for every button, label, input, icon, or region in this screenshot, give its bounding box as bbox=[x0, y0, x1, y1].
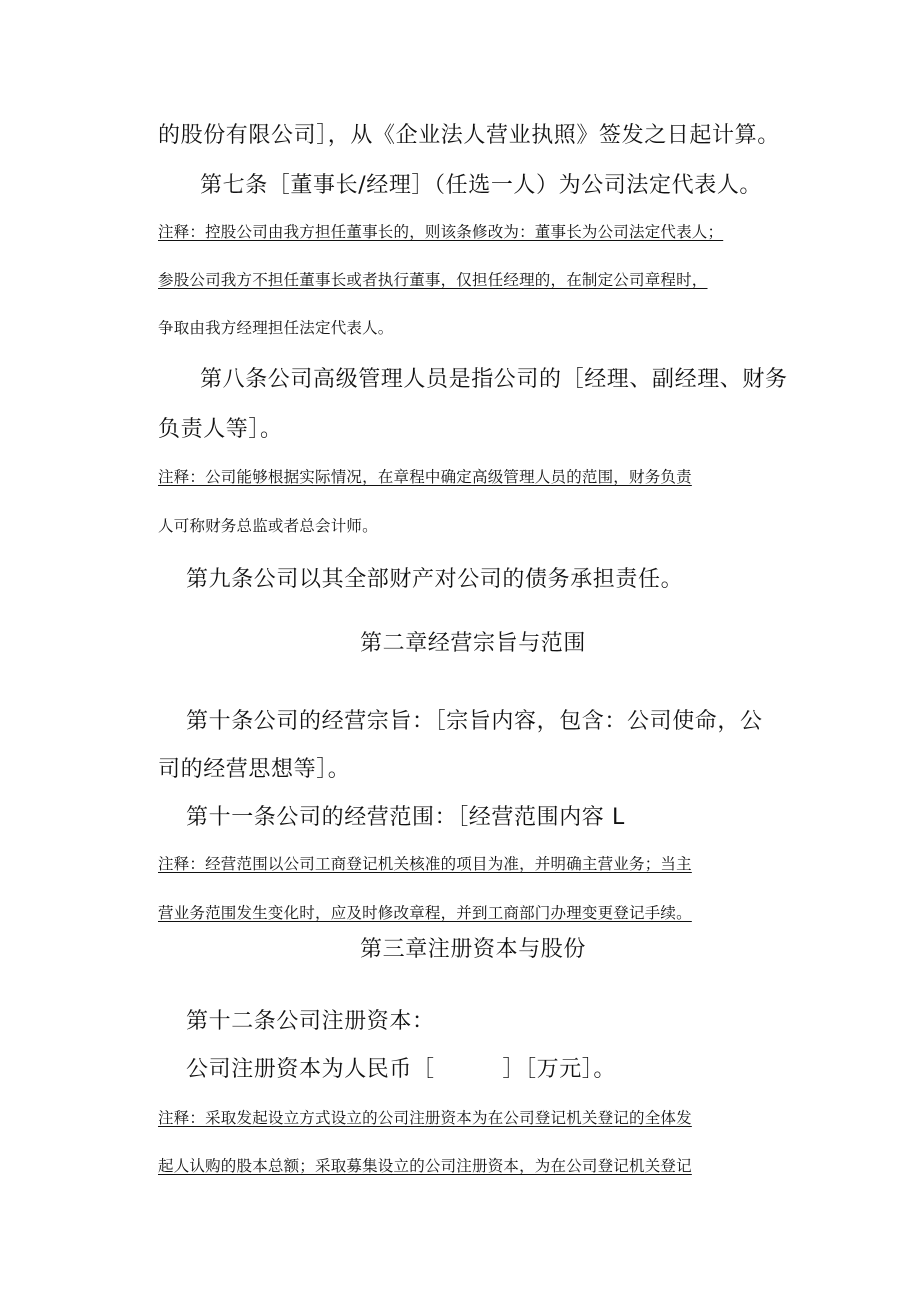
note-article-11-line-1: 注释：经营范围以公司工商登记机关核准的项目为准，并明确主营业务；当主 bbox=[158, 855, 692, 873]
article-7: 第七条［董事长/经理］（任选一人）为公司法定代表人。 bbox=[200, 173, 763, 198]
note-article-7-line-3: 争取由我方经理担任法定代表人。 bbox=[158, 319, 394, 337]
article-11: 第十一条公司的经营范围：［经营范围内容 L bbox=[186, 805, 625, 830]
article-8-line-2: 负责人等］。 bbox=[158, 417, 283, 442]
registered-capital-line: 公司注册资本为人民币［ ］［万元］。 bbox=[186, 1057, 617, 1082]
note-article-8-line-2: 人可称财务总监或者总会计师。 bbox=[158, 517, 378, 535]
note-article-12-line-1: 注释：采取发起设立方式设立的公司注册资本为在公司登记机关登记的全体发 bbox=[158, 1109, 692, 1127]
note-article-8-line-1: 注释：公司能够根据实际情况，在章程中确定高级管理人员的范围，财务负责 bbox=[158, 468, 692, 486]
article-9: 第九条公司以其全部财产对公司的债务承担责任。 bbox=[186, 567, 684, 592]
note-article-7-line-1: 注释：控股公司由我方担任董事长的，则该条修改为：董事长为公司法定代表人； bbox=[158, 223, 724, 241]
note-article-7-line-2: 参股公司我方不担任董事长或者执行董事，仅担任经理的，在制定公司章程时， bbox=[158, 271, 708, 289]
article-10-line-2: 司的经营思想等］。 bbox=[158, 757, 351, 782]
article-8-line-1: 第八条公司高级管理人员是指公司的［经理、副经理、财务 bbox=[200, 367, 788, 392]
chapter-3-heading: 第三章注册资本与股份 bbox=[360, 937, 587, 962]
article-12: 第十二条公司注册资本： bbox=[186, 1009, 435, 1034]
chapter-2-heading: 第二章经营宗旨与范围 bbox=[360, 631, 587, 656]
text-line-continuation-article-6: 的股份有限公司］，从《企业法人营业执照》签发之日起计算。 bbox=[158, 123, 780, 148]
note-article-12-line-2: 起人认购的股本总额；采取募集设立的公司注册资本，为在公司登记机关登记 bbox=[158, 1157, 692, 1175]
note-article-11-line-2: 营业务范围发生变化时，应及时修改章程，并到工商部门办理变更登记手续。 bbox=[158, 904, 692, 922]
article-10-line-1: 第十条公司的经营宗旨：［宗旨内容，包含：公司使命，公 bbox=[186, 709, 763, 734]
